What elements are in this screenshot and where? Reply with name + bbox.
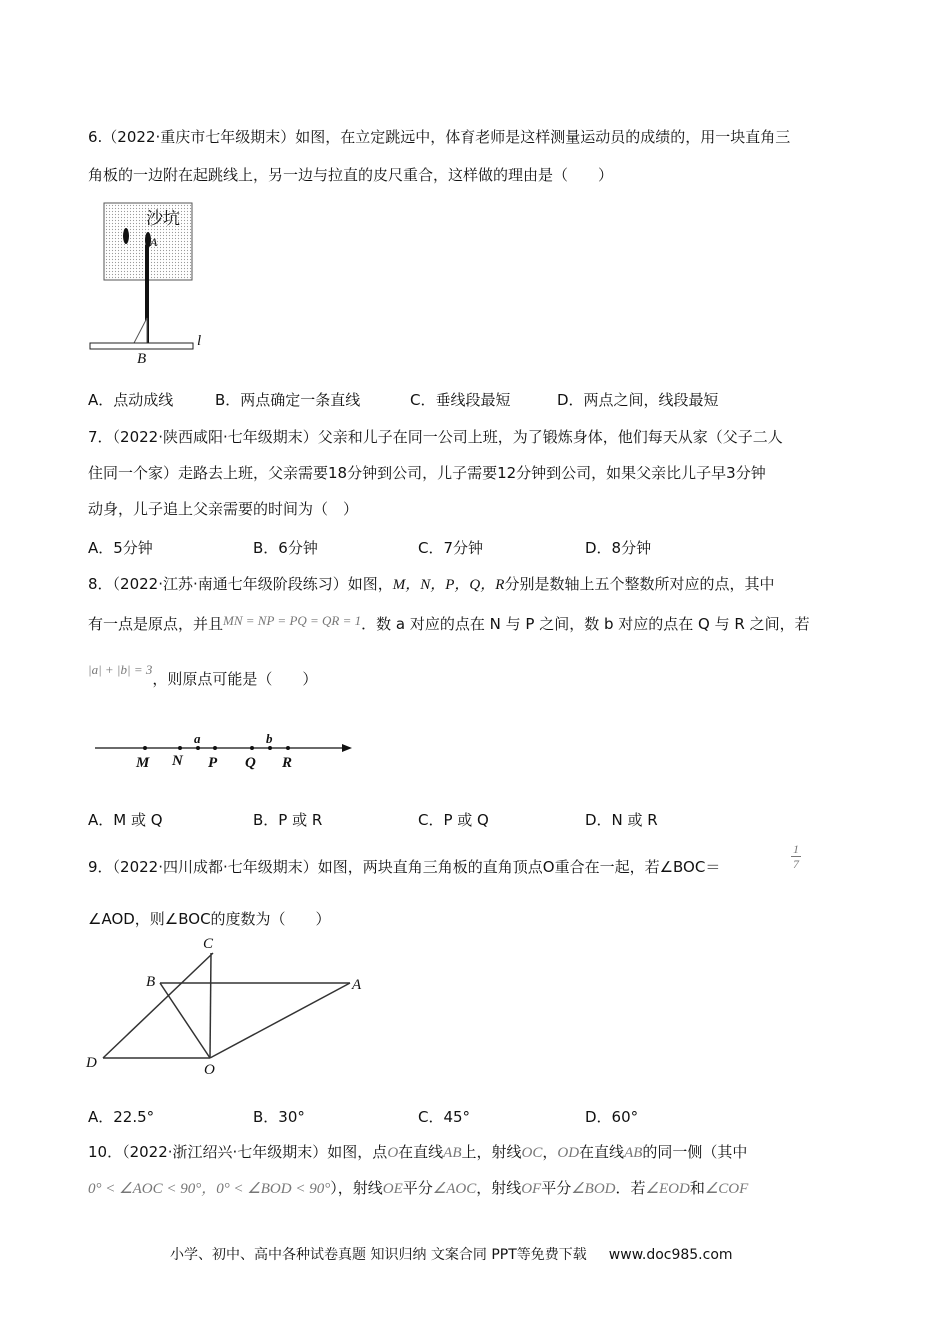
q10-text: 在直线 <box>579 1143 625 1161</box>
point-a-label: A <box>150 235 158 249</box>
q6-line1: 6.（2022·重庆市七年级期末）如图，在立定跳远中，体育老师是这样测量运动员的成绩的，用一块直角三 <box>88 128 791 146</box>
math-aoc: ∠AOC <box>432 1181 477 1197</box>
q10-text: ， <box>542 1143 558 1161</box>
math-bod: ∠BOD <box>571 1181 616 1197</box>
q9-option-b[interactable]: B．30° <box>253 1108 305 1126</box>
label-b: B <box>146 974 156 990</box>
q8-line3 <box>88 660 317 689</box>
math-od: OD <box>557 1145 580 1161</box>
q9-line2: ∠AOD，则∠BOC的度数为（ ） <box>88 910 331 928</box>
q10-text: 和 <box>689 1179 705 1197</box>
line-l-label: l <box>197 333 202 349</box>
q10-text: ．若 <box>615 1179 646 1197</box>
q10-line2 <box>88 1178 748 1199</box>
q8-text: ，则原点可能是（ ） <box>152 670 318 688</box>
q7-option-c[interactable]: C．7分钟 <box>418 539 484 557</box>
q8-line1 <box>88 574 774 595</box>
q8-option-b[interactable] <box>253 809 322 830</box>
q8-abs-equation: |a| + |b| = 3 <box>88 662 153 677</box>
label-a: A <box>352 977 362 993</box>
q10-text: 上，射线 <box>461 1143 522 1161</box>
q10-text: 10．（2022·浙江绍兴·七年级期末）如图，点 <box>88 1143 388 1161</box>
q6-option-c[interactable]: C．垂线段最短 <box>410 391 511 409</box>
label-p: P <box>208 755 218 771</box>
q7-option-a[interactable]: A．5分钟 <box>88 539 153 557</box>
math-ab: AB <box>443 1145 462 1161</box>
math-cof: ∠COF <box>704 1181 749 1197</box>
q9-line1: 9．（2022·四川成都·七年级期末）如图，两块直角三角板的直角顶点O重合在一起，若∠BOC＝ <box>88 858 721 876</box>
q7-line2: 住同一个家）走路去上班，父亲需要18分钟到公司，儿子需要12分钟到公司，如果父亲比儿子早3分钟 <box>88 464 766 482</box>
math-eod: ∠EOD <box>645 1181 690 1197</box>
footprint-left <box>123 228 129 244</box>
q8-option-a[interactable] <box>88 809 163 830</box>
q8-text: ．数 a 对应的点在 N 与 P 之间，数 b 对应的点在 Q 与 R 之间，若 <box>361 615 810 633</box>
q9-figure <box>103 953 350 1058</box>
math-oc: OC <box>521 1145 543 1161</box>
label-c: C <box>203 936 214 952</box>
q8-text: 有一点是原点，并且 <box>88 615 224 633</box>
q10-text: 在直线 <box>398 1143 444 1161</box>
q7-option-b[interactable]: B．6分钟 <box>253 539 318 557</box>
q10-line1 <box>88 1142 747 1163</box>
math-ab: AB <box>624 1145 643 1161</box>
fraction-numerator: 1 <box>793 842 799 856</box>
q9-fraction <box>791 842 801 871</box>
footer-text: 小学、初中、高中各种试卷真题 知识归纳 文案合同 PPT等免费下载 <box>170 1247 587 1263</box>
q8-option-b-text: B．P 或 R <box>253 811 323 829</box>
q6-line2: 角板的一边附在起跳线上，另一边与拉直的皮尺重合，这样做的理由是（ ） <box>88 166 614 184</box>
axis-arrow <box>342 744 352 752</box>
label-b: b <box>266 731 273 746</box>
q8-text: 8．（2022·江苏·南通七年级阶段练习）如图， <box>88 575 393 593</box>
q6-option-b[interactable]: B．两点确定一条直线 <box>215 391 361 409</box>
label-q: Q <box>245 755 256 771</box>
q9-option-d[interactable]: D．60° <box>585 1108 639 1126</box>
q10-text: ，射线 <box>476 1179 522 1197</box>
q10-text: 的同一侧（其中 <box>642 1143 748 1161</box>
label-d: D <box>86 1055 97 1071</box>
fraction-denominator: 7 <box>793 857 799 871</box>
set-square <box>134 318 147 343</box>
q8-option-a-text: A．M 或 Q <box>88 811 163 829</box>
q10-text: 平分 <box>541 1179 572 1197</box>
q6-option-a[interactable]: A．点动成线 <box>88 391 174 409</box>
footer-link[interactable]: www.doc985.com <box>608 1247 733 1263</box>
q9-option-c[interactable]: C．45° <box>418 1108 471 1126</box>
sandpit-label: 沙坑 <box>146 209 180 229</box>
q8-option-c-text: C．P 或 Q <box>418 811 489 829</box>
q10-text: 平分 <box>402 1179 433 1197</box>
q8-option-d[interactable] <box>585 809 658 830</box>
q10-text: ），射线 <box>330 1179 383 1197</box>
math-of: OF <box>521 1181 542 1197</box>
label-r: R <box>282 755 293 771</box>
q9-option-a[interactable]: A．22.5° <box>88 1108 155 1126</box>
q8-text: 分别是数轴上五个整数所对应的点，其中 <box>504 575 775 593</box>
q8-line2 <box>88 611 810 634</box>
math-o: O <box>387 1145 399 1161</box>
q8-points: M，N，P，Q，R <box>392 577 505 593</box>
q7-line3: 动身，儿子追上父亲需要的时间为（ ） <box>88 500 359 518</box>
q8-option-c[interactable] <box>418 809 489 830</box>
label-m: M <box>136 755 150 771</box>
footer <box>170 1245 733 1265</box>
label-n: N <box>172 753 183 769</box>
q8-equation: MN = NP = PQ = QR = 1 <box>223 613 362 628</box>
label-o: O <box>204 1062 215 1078</box>
q7-option-d[interactable]: D．8分钟 <box>585 539 652 557</box>
q7-line1: 7．（2022·陕西咸阳·七年级期末）父亲和儿子在同一公司上班，为了锻炼身体，他们每天从家（父子二人 <box>88 428 783 446</box>
point-b-label: B <box>137 351 147 367</box>
q8-option-d-text: D．N 或 R <box>585 811 658 829</box>
q8-number-line <box>95 744 352 752</box>
math-oe: OE <box>382 1181 403 1197</box>
q6-option-d[interactable]: D．两点之间，线段最短 <box>557 391 719 409</box>
math-conditions: 0° < ∠AOC < 90°，0° < ∠BOD < 90° <box>88 1181 331 1197</box>
label-a: a <box>194 731 201 746</box>
